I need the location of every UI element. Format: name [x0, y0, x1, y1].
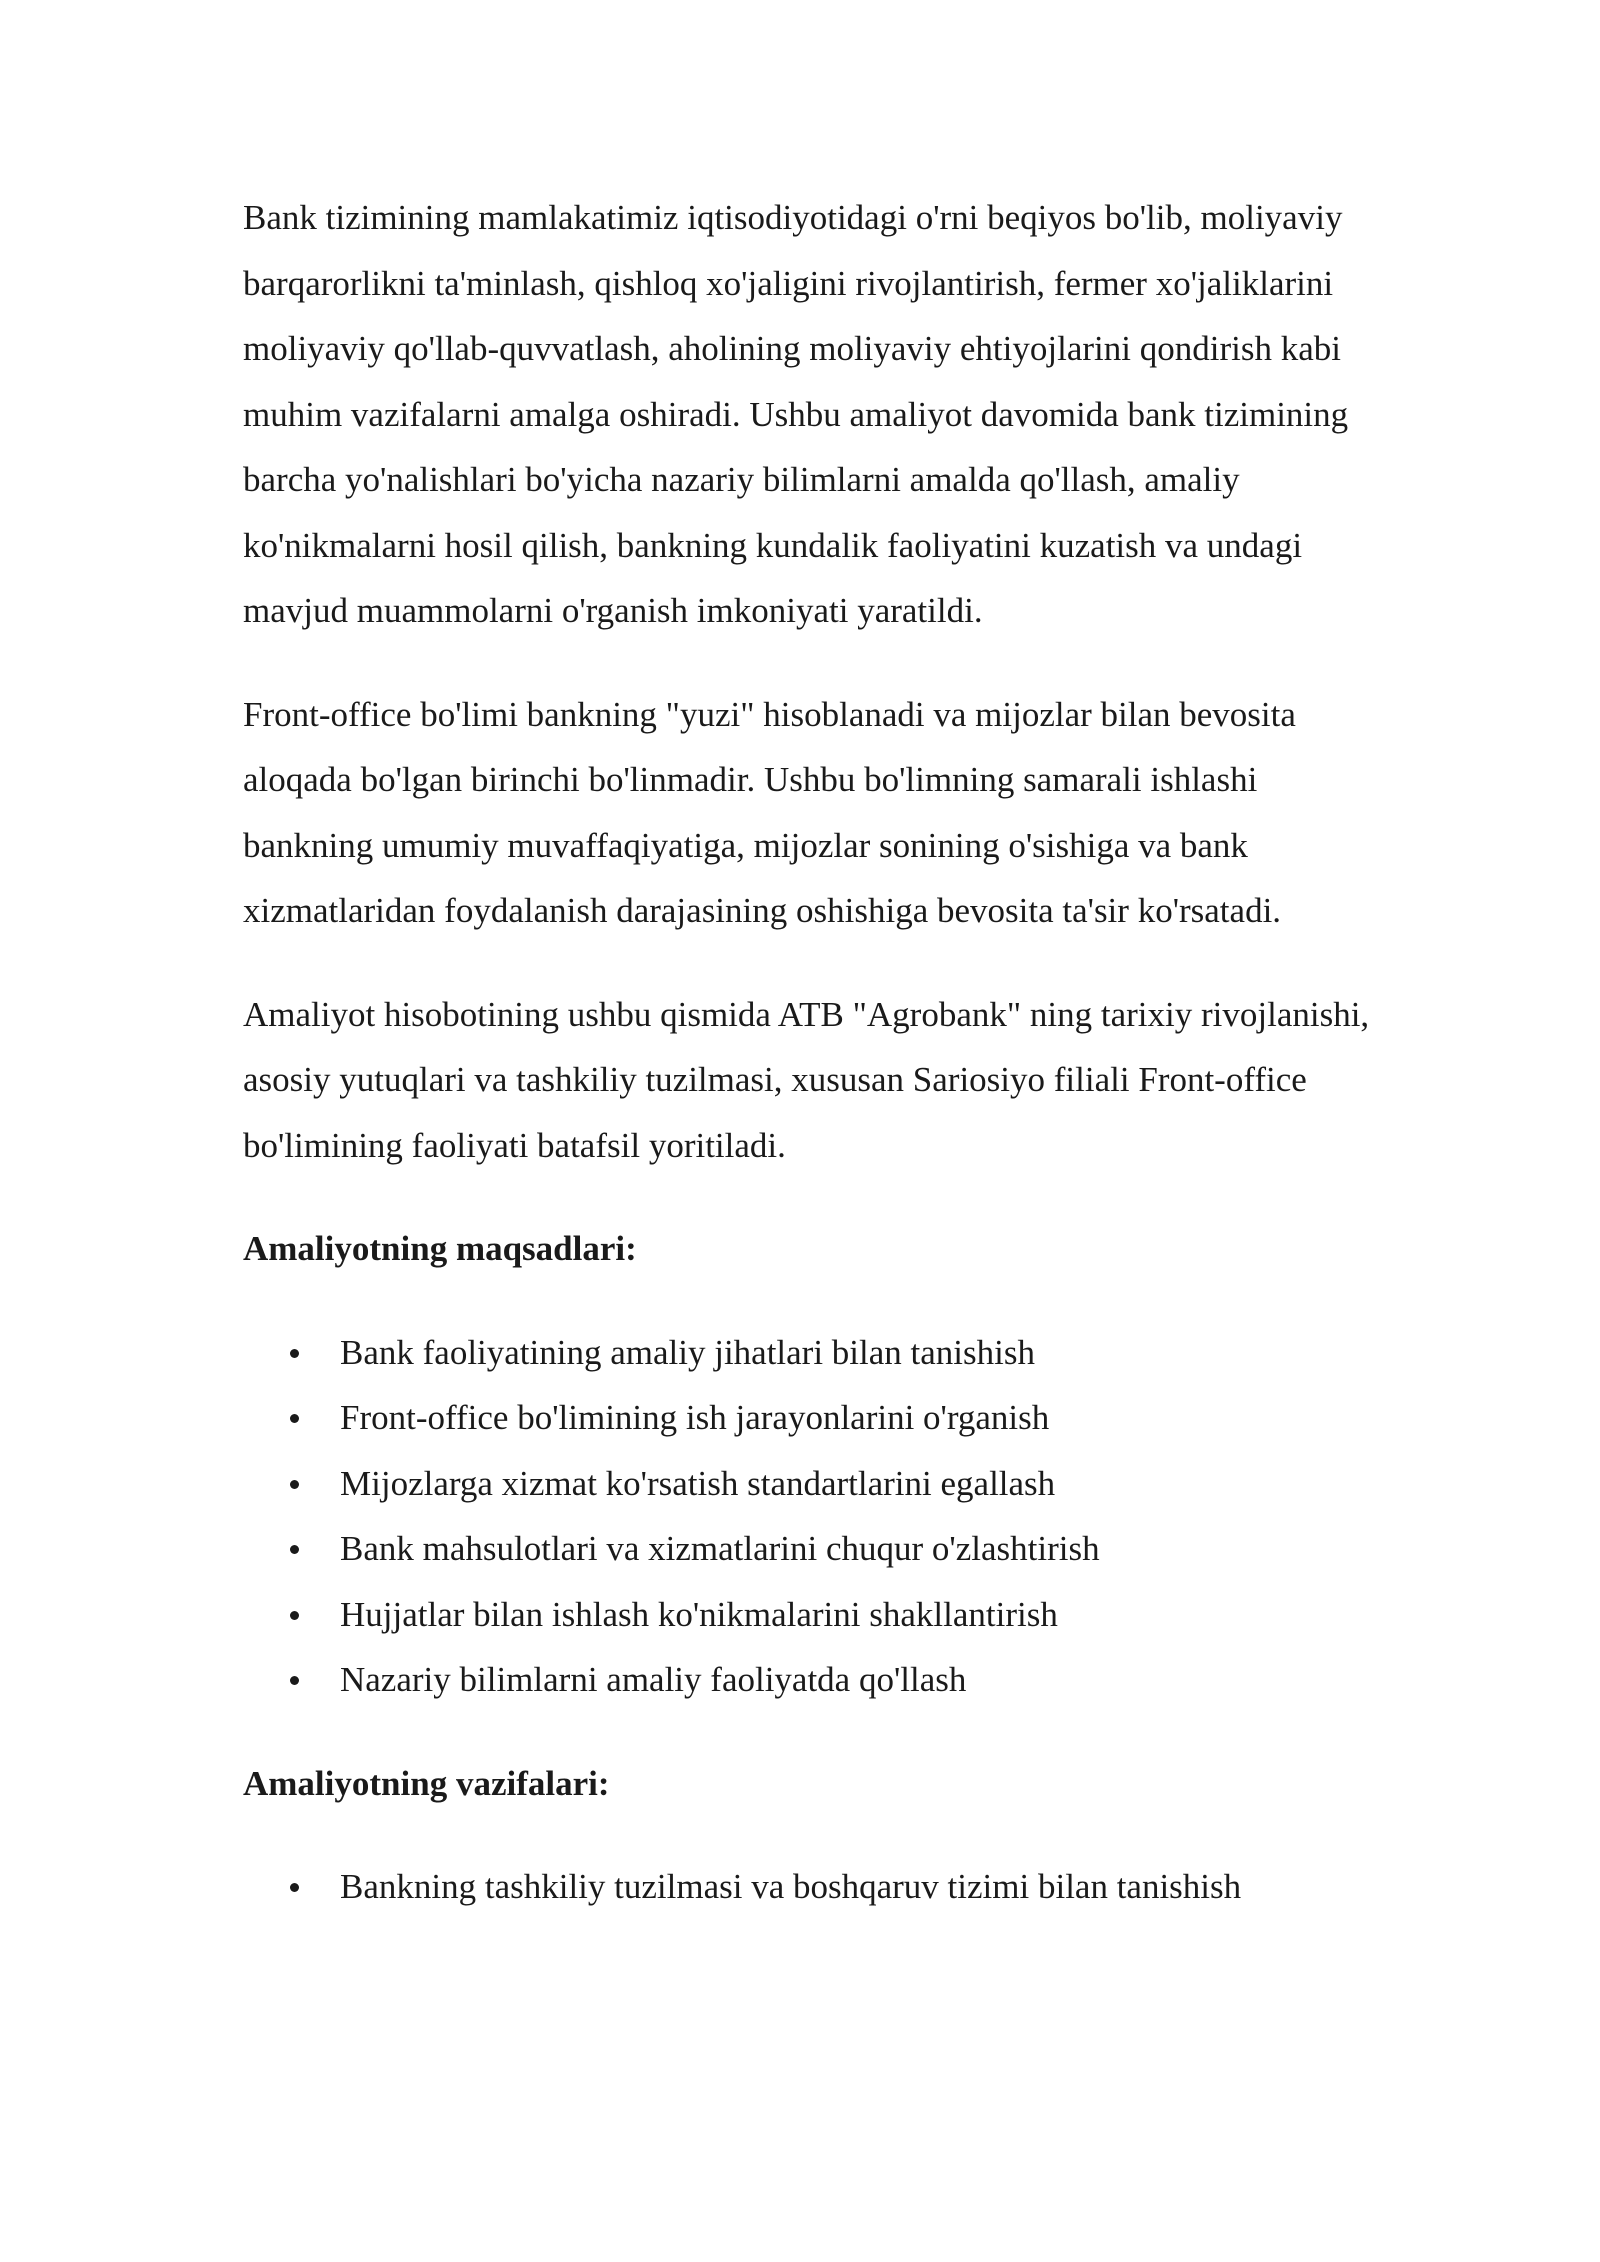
tasks-list: [243, 1854, 1373, 1920]
tasks-heading: Amaliyotning vazifalari:: [243, 1763, 610, 1803]
list-item-text: Nazariy bilimlarni amaliy faoliyatda qo'llash: [340, 1660, 967, 1699]
bullet-icon: [290, 1414, 299, 1423]
list-item-text: Hujjatlar bilan ishlash ko'nikmalarini shakllantirish: [340, 1594, 1058, 1634]
bullet-icon: [290, 1349, 299, 1358]
goals-list: [243, 1320, 1373, 1713]
list-item: [243, 1647, 1373, 1713]
list-item: [243, 1516, 1373, 1582]
bullet-icon: [290, 1676, 299, 1685]
front-office-paragraph: Front-office bo'limi bankning "yuzi" hisoblanadi va mijozlar bilan bevosita aloqada bo'lgan birinchi bo'linmadir. Ushbu bo'limning samarali ishlashi bankning umumiy muvaffaqiyatiga, mijozlar sonining o'sishiga va bank xizmatlaridan foydalanish darajasining oshishiga bevosita ta'sir ko'rsatadi.: [243, 694, 1296, 930]
bullet-icon: [290, 1545, 299, 1554]
list-item-text: Bankning tashkiliy tuzilmasi va boshqaruv tizimi bilan tanishish: [340, 1867, 1242, 1906]
list-item-text: Bank mahsulotlari va xizmatlarini chuqur o'zlashtirish: [340, 1529, 1100, 1568]
list-item: [243, 1854, 1373, 1920]
report-scope-paragraph: Amaliyot hisobotining ushbu qismida ATB "Agrobank" ning tarixiy rivojlanishi, asosiy yutuqlari va tashkiliy tuzilmasi, xususan Sariosiyo filiali Front-office bo'limining faoliyati batafsil yoritiladi.: [243, 994, 1370, 1165]
document-page: [243, 185, 1373, 1958]
list-item-text: Bank faoliyatining amaliy jihatlari bilan tanishish: [340, 1332, 1035, 1372]
list-item: [243, 1582, 1373, 1648]
bullet-icon: [290, 1480, 299, 1489]
list-item-text: Mijozlarga xizmat ko'rsatish standartlarini egallash: [340, 1463, 1056, 1503]
bullet-icon: [290, 1883, 299, 1892]
goals-heading: Amaliyotning maqsadlari:: [243, 1229, 637, 1268]
intro-paragraph: Bank tizimining mamlakatimiz iqtisodiyotidagi o'rni beqiyos bo'lib, moliyaviy barqarorlikni ta'minlash, qishloq xo'jaligini rivojlantirish, fermer xo'jaliklarini moliyaviy qo'llab-quvvatlash, aholining moliyaviy ehtiyojlarini qondirish kabi muhim vazifalarni amalga oshiradi. Ushbu amaliyot davomida bank tizimining barcha yo'nalishlari bo'yicha nazariy bilimlarni amalda qo'llash, amaliy ko'nikmalarni hosil qilish, bankning kundalik faoliyatini kuzatish va undagi mavjud muammolarni o'rganish imkoniyati yaratildi.: [243, 198, 1349, 630]
list-item-text: Front-office bo'limining ish jarayonlarini o'rganish: [340, 1398, 1050, 1437]
list-item: [243, 1451, 1373, 1517]
list-item: [243, 1385, 1373, 1451]
bullet-icon: [290, 1611, 299, 1620]
list-item: [243, 1320, 1373, 1386]
